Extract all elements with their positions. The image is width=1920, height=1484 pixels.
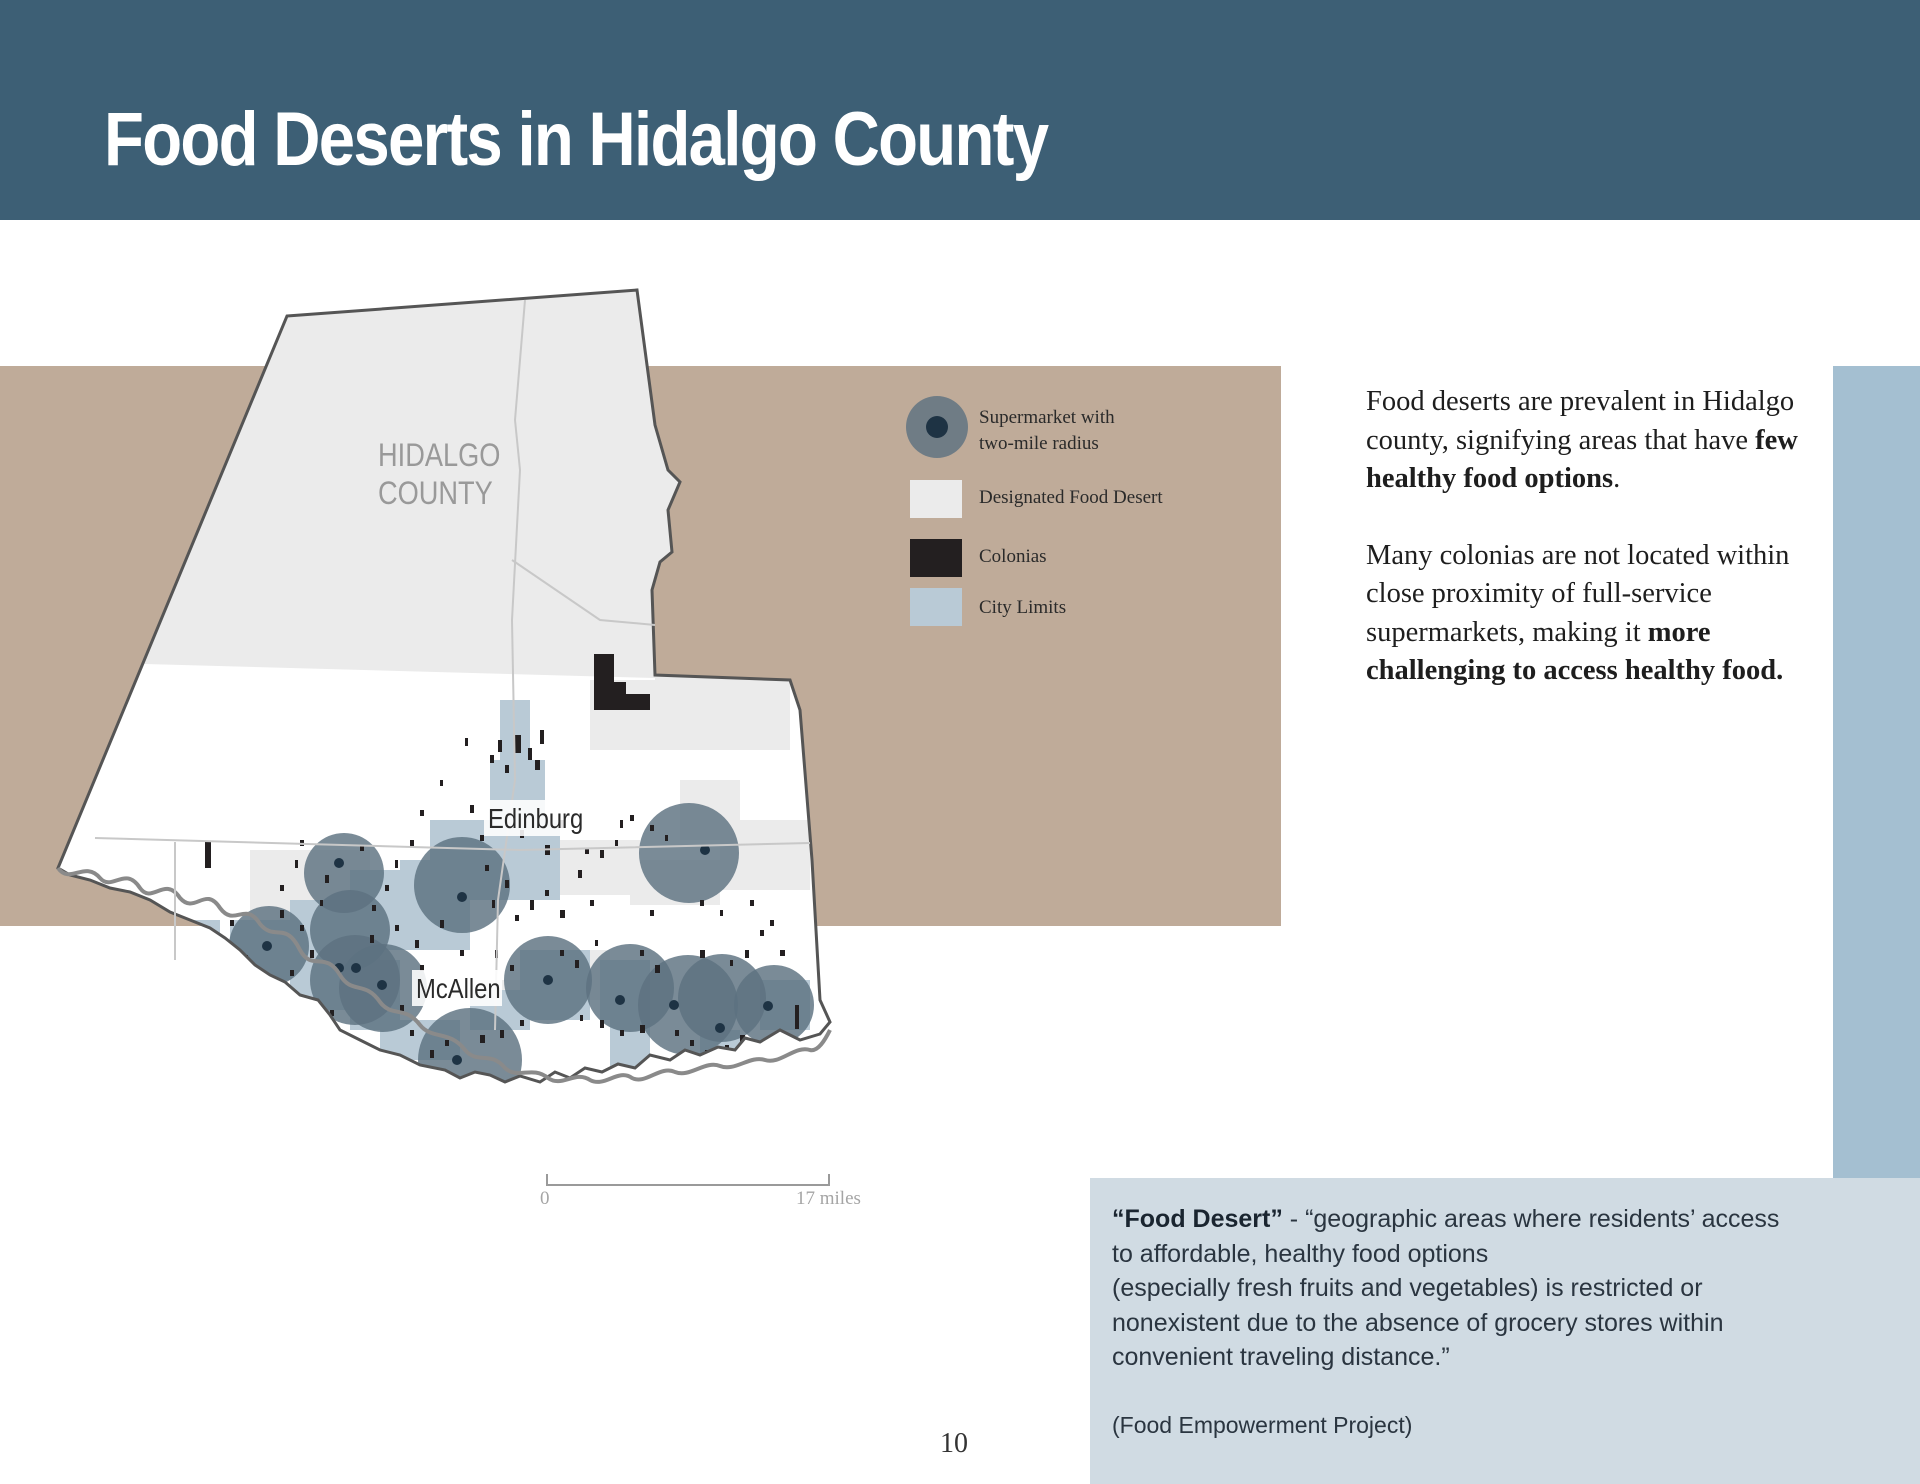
scale-end-label: 17 miles: [796, 1188, 861, 1209]
scale-start-label: 0: [540, 1188, 550, 1209]
page-header: [0, 0, 1920, 220]
body-p1-text: Food deserts are prevalent in Hidalgo county, signifying areas that have: [1366, 386, 1795, 456]
supermarket-point: [669, 1000, 679, 1010]
supermarket-point: [763, 1001, 773, 1011]
body-p1-end: .: [1613, 463, 1621, 494]
supermarket-point: [377, 980, 387, 990]
county-label-line1: HIDALGO: [378, 437, 501, 474]
legend-city-limits: City Limits: [979, 597, 1067, 618]
supermarket-point: [351, 963, 361, 973]
definition-text: [1112, 1202, 1792, 1375]
body-text: [1366, 383, 1806, 729]
city-label-mcallen: McAllen: [416, 972, 501, 1005]
legend-supermarket-line2: two-mile radius: [979, 433, 1099, 454]
supermarket-point: [457, 892, 467, 902]
supermarket-point: [452, 1055, 462, 1065]
supermarket-point: [334, 858, 344, 868]
supermarket-point: [262, 941, 272, 951]
definition-separator: -: [1282, 1205, 1306, 1233]
supermarket-radius: [418, 1008, 522, 1112]
county-label-line2: COUNTY: [378, 475, 493, 512]
supermarket-point: [715, 1023, 725, 1033]
legend-supermarket-line1: Supermarket with: [979, 407, 1115, 428]
page-title: Food Deserts in Hidalgo County: [104, 97, 1048, 182]
definition-text-a: “geographic areas where residents’ access to affordable, healthy food options: [1112, 1205, 1780, 1268]
definition-text-b: (especially fresh fruits and vegetables) is restricted or nonexistent due to the absence of grocery stores within convenient traveling distance.”: [1112, 1274, 1724, 1371]
colonias-swatch: [910, 539, 962, 577]
city-label-edinburg: Edinburg: [488, 802, 584, 835]
body-p2-text: Many colonias are not located within close proximity of full-service supermarkets, making it: [1366, 539, 1790, 648]
body-p1-bold: few healthy food options: [1366, 424, 1798, 494]
legend-food-desert: Designated Food Desert: [979, 487, 1163, 508]
scale-bar-line: [546, 1174, 830, 1186]
supermarket-radius: [414, 837, 510, 933]
definition-source: (Food Empowerment Project): [1112, 1412, 1413, 1438]
body-paragraph-1: [1366, 383, 1806, 499]
supermarket-radius-icon: [905, 395, 969, 459]
definition-term: “Food Desert”: [1112, 1205, 1283, 1233]
food-desert-swatch: [910, 480, 962, 518]
city-limits-swatch: [910, 588, 962, 626]
body-p2-bold: more challenging to access healthy food.: [1366, 616, 1784, 686]
scale-bar: [540, 1170, 880, 1210]
supermarket-point: [543, 975, 553, 985]
body-paragraph-2: [1366, 537, 1806, 691]
map-legend: [905, 395, 1225, 635]
supermarket-radius: [639, 803, 739, 903]
page-number: 10: [940, 1428, 968, 1459]
supermarket-point: [615, 995, 625, 1005]
legend-colonias: Colonias: [979, 546, 1047, 567]
